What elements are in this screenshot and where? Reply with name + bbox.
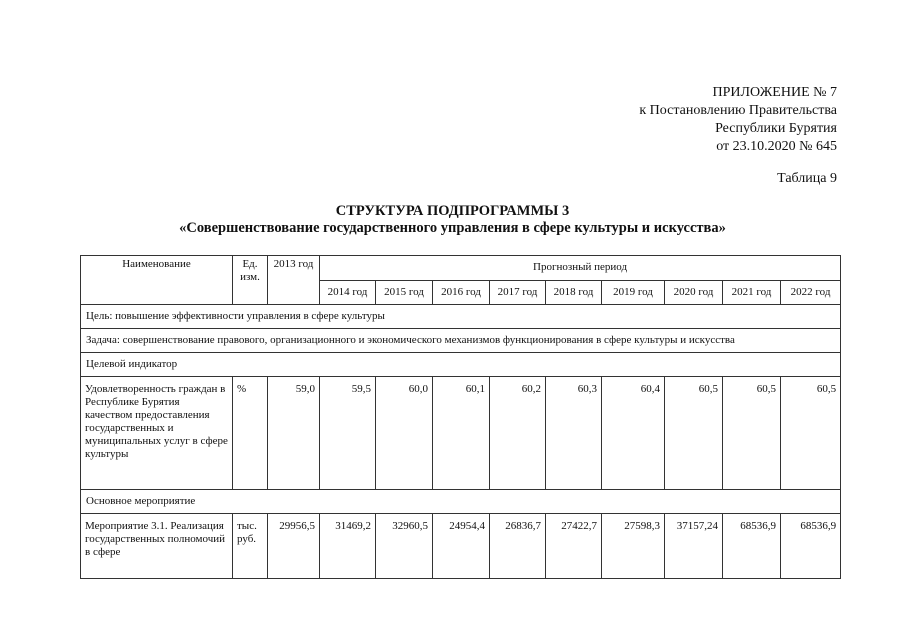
header-year: 2016 год [433, 281, 490, 305]
goal-row [81, 305, 841, 329]
header-unit: Ед. изм. [233, 256, 268, 305]
header-forecast: Прогнозный период [320, 256, 841, 281]
indicator-value: 60,5 [781, 377, 841, 490]
indicator-value: 60,4 [602, 377, 665, 490]
event-value: 29956,5 [268, 514, 320, 579]
event-heading-row [81, 490, 841, 514]
indicator-value: 60,1 [433, 377, 490, 490]
indicator-value: 59,5 [320, 377, 376, 490]
appendix-date: от 23.10.2020 № 645 [716, 139, 837, 154]
header-year: 2018 год [546, 281, 602, 305]
title-line-2: «Совершенствование государственного управления в сфере культуры и искусства» [179, 220, 726, 236]
indicator-row [81, 377, 841, 490]
appendix-number: ПРИЛОЖЕНИЕ № 7 [712, 85, 837, 100]
indicator-value: 60,2 [490, 377, 546, 490]
indicator-value: 59,0 [268, 377, 320, 490]
event-value: 24954,4 [433, 514, 490, 579]
event-value: 27422,7 [546, 514, 602, 579]
goal-text: Цель: повышение эффективности управления в сфере культуры [81, 305, 841, 329]
appendix-republic: Республики Бурятия [715, 121, 837, 136]
event-name: Мероприятие 3.1. Реализация государственных полномочий в сфере [81, 514, 233, 579]
appendix-block [639, 84, 837, 156]
event-value: 68536,9 [781, 514, 841, 579]
header-year: 2015 год [376, 281, 433, 305]
subprogram-structure-table [80, 255, 841, 579]
event-value: 68536,9 [723, 514, 781, 579]
table-label: Таблица 9 [777, 171, 837, 186]
header-year: 2019 год [602, 281, 665, 305]
appendix-reference: к Постановлению Правительства [639, 103, 837, 118]
indicator-heading-row [81, 353, 841, 377]
event-value: 32960,5 [376, 514, 433, 579]
header-name: Наименование [81, 256, 233, 305]
document-title [0, 203, 905, 237]
indicator-unit: % [233, 377, 268, 490]
event-unit: тыс. руб. [233, 514, 268, 579]
header-year: 2021 год [723, 281, 781, 305]
header-year: 2022 год [781, 281, 841, 305]
event-value: 31469,2 [320, 514, 376, 579]
task-text: Задача: совершенствование правового, организационного и экономического механизмов функционирования в сфере культуры и искусства [81, 329, 841, 353]
indicator-value: 60,5 [665, 377, 723, 490]
indicator-value: 60,0 [376, 377, 433, 490]
indicator-value: 60,3 [546, 377, 602, 490]
title-line-1: СТРУКТУРА ПОДПРОГРАММЫ 3 [335, 203, 570, 219]
header-year: 2014 год [320, 281, 376, 305]
event-heading: Основное мероприятие [81, 490, 841, 514]
indicator-heading: Целевой индикатор [81, 353, 841, 377]
header-base-year: 2013 год [268, 256, 320, 305]
indicator-value: 60,5 [723, 377, 781, 490]
indicator-name: Удовлетворенность граждан в Республике Бурятия качеством предоставления государственных и муниципальных услуг в сфере культуры [81, 377, 233, 490]
event-row [81, 514, 841, 579]
event-value: 37157,24 [665, 514, 723, 579]
header-row [81, 256, 841, 281]
event-value: 26836,7 [490, 514, 546, 579]
header-year: 2020 год [665, 281, 723, 305]
task-row [81, 329, 841, 353]
header-year: 2017 год [490, 281, 546, 305]
event-value: 27598,3 [602, 514, 665, 579]
